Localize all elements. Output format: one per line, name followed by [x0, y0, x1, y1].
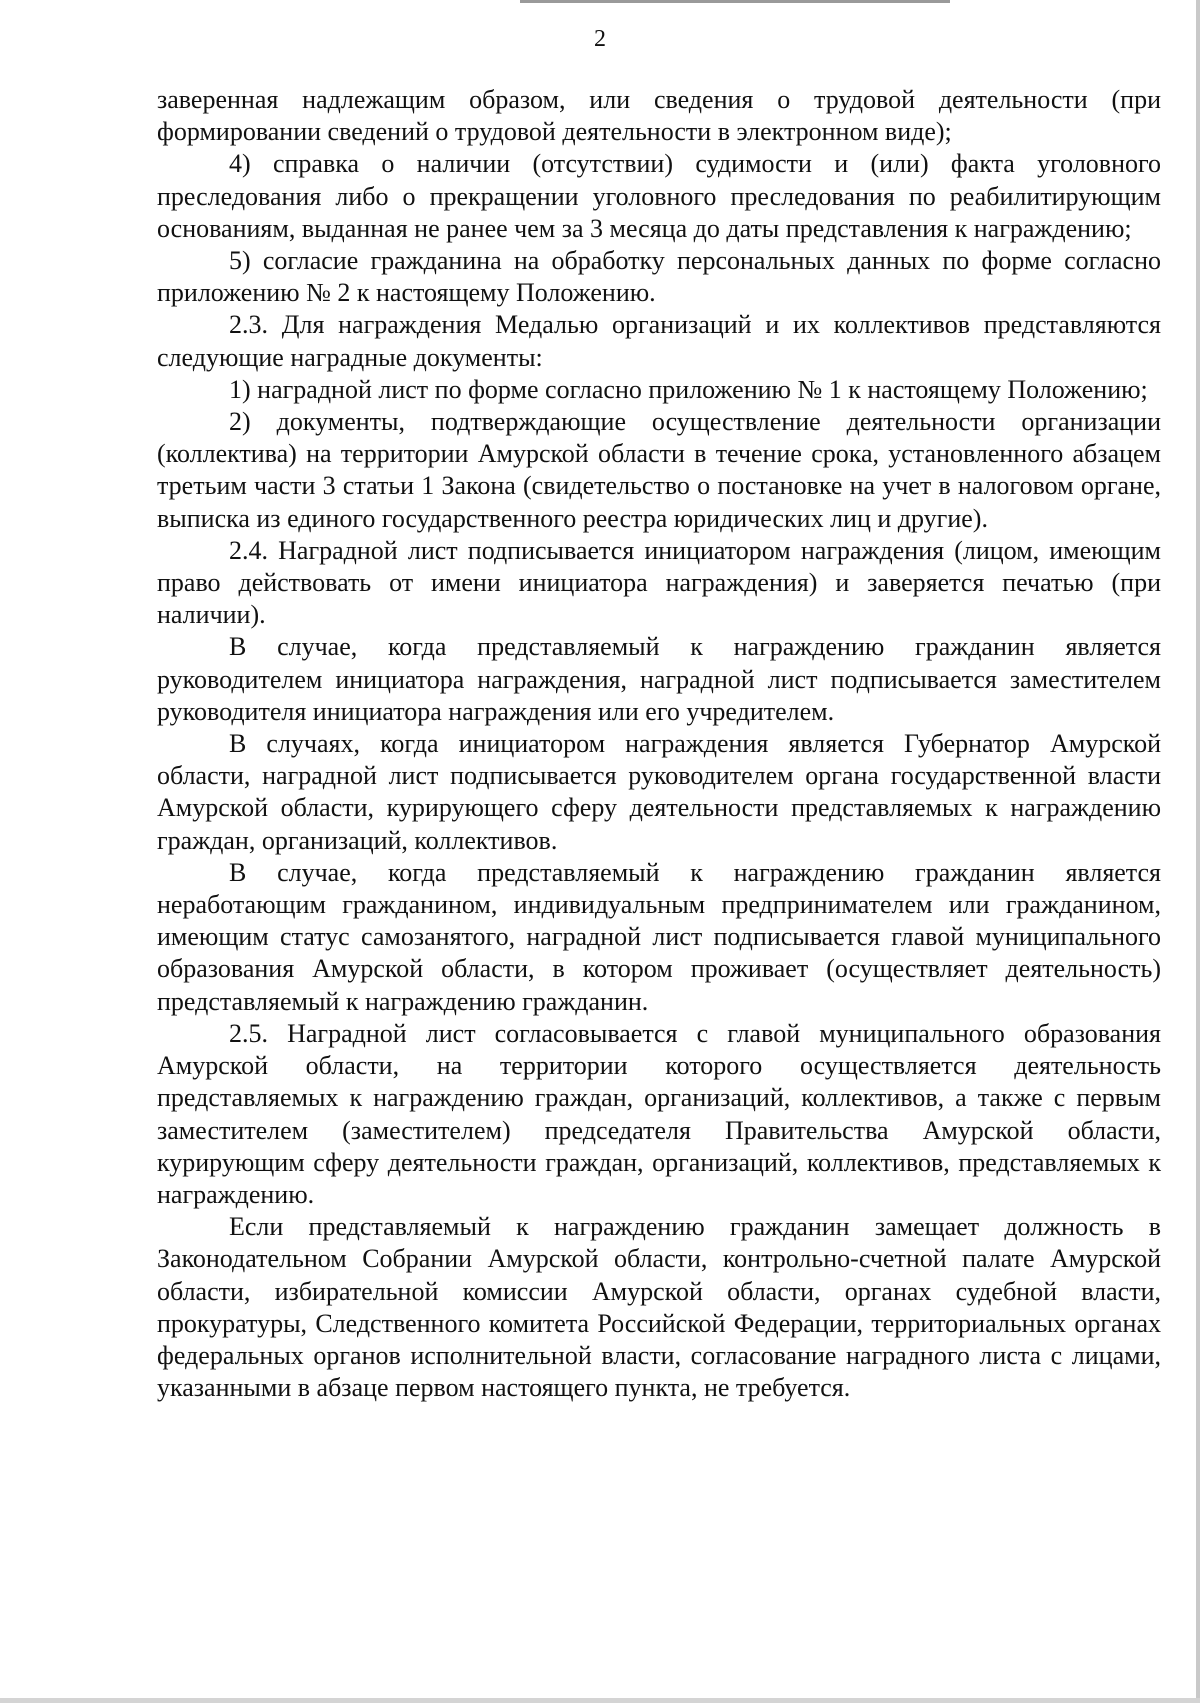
- page-number: 2: [594, 26, 606, 52]
- scan-edge-bottom: [0, 1698, 1200, 1703]
- paragraph-2-4-case-unemployed: В случае, когда представляемый к награждению гражданин является неработающим гражданином, индивидуальным предпринимателем или гражданином, имеющим статус самозанятого, наградной лист подписывается главой муниципального образования Амурской области, в котором проживает (осуществляет деятельность) представляемый к награждению гражданин.: [157, 857, 1161, 1016]
- paragraph-2-3-item-1: 1) наградной лист по форме согласно приложению № 1 к настоящему Положению;: [229, 374, 1148, 404]
- paragraph-2-4-case-head: В случае, когда представляемый к награждению гражданин является руководителем инициатора награждения, наградной лист подписывается заместителем руководителя инициатора награждения или его учредителем.: [157, 632, 1161, 726]
- scan-edge-right: [1196, 0, 1200, 1703]
- paragraph-section-2-4: 2.4. Наградной лист подписывается инициатором награждения (лицом, имеющим право действовать от имени инициатора награждения) и заверяется печатью (при наличии).: [157, 535, 1161, 630]
- paragraph-section-2-5: 2.5. Наградной лист согласовывается с главой муниципального образования Амурской области, на территории которого осуществляется деятельность представляемых к награждению граждан, организаций, коллективов, а также с первым заместителем (заместителем) председателя Правительства Амурской области, курирующим сферу деятельности граждан, организаций, коллективов, представляемых к награждению.: [157, 1018, 1161, 1209]
- paragraph-2-3-item-2: 2) документы, подтверждающие осуществление деятельности организации (коллектива) на территории Амурской области в течение срока, установленного абзацем третьим части 3 статьи 1 Закона (свидетельство о постановке на учет в налоговом органе, выписка из единого государственного реестра юридических лиц и другие).: [157, 407, 1161, 533]
- paragraph-item-5: 5) согласие гражданина на обработку персональных данных по форме согласно приложению № 2 к настоящему Положению.: [157, 246, 1161, 308]
- paragraph-2-4-case-governor: В случаях, когда инициатором награждения является Губернатор Амурской области, наградной лист подписывается руководителем органа государственной власти Амурской области, курирующего сферу деятельности представляемых к награждению граждан, организаций, коллективов.: [157, 729, 1161, 855]
- paragraph-item-4: 4) справка о наличии (отсутствии) судимости и (или) факта уголовного преследования либо о прекращении уголовного преследования по реабилитирующим основаниям, выданная не ранее чем за 3 месяца до даты представления к награждению;: [157, 149, 1161, 243]
- document-body: [157, 84, 1161, 1404]
- scan-edge-top: [520, 0, 950, 3]
- paragraph-continuation: заверенная надлежащим образом, или сведения о трудовой деятельности (при формировании сведений о трудовой деятельности в электронном виде);: [157, 85, 1161, 147]
- paragraph-2-5-exception: Если представляемый к награждению гражданин замещает должность в Законодательном Собрании Амурской области, контрольно-счетной палате Амурской области, избирательной комиссии Амурской области, органах судебной власти, прокуратуры, Следственного комитета Российской Федерации, территориальных органах федеральных органов исполнительной власти, согласование наградного листа с лицами, указанными в абзаце первом настоящего пункта, не требуется.: [157, 1212, 1161, 1403]
- paragraph-section-2-3: 2.3. Для награждения Медалью организаций и их коллективов представляются следующие наградные документы:: [157, 310, 1161, 372]
